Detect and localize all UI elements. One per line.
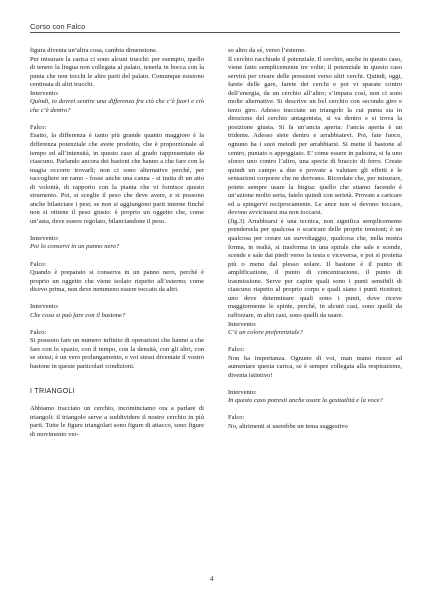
- speaker-label: Falco:: [228, 346, 245, 354]
- header-title: Corso con Falco: [30, 22, 86, 31]
- right-column: [228, 47, 402, 440]
- speaker-label: Intervento:: [30, 89, 59, 97]
- dialogue-block: [30, 124, 204, 227]
- section-title: I TRIANGOLI: [30, 387, 75, 395]
- answer-text: Non ha importanza. Ognuno di voi, man mano riesce ad aumentare questa carica, se è sempre collegata alla respirazione, diventa istintivo!: [228, 354, 402, 379]
- dialogue-block: [30, 261, 204, 295]
- left-column: [30, 47, 204, 439]
- dialogue-block: [228, 346, 402, 380]
- dialogue-block: [30, 90, 204, 116]
- dialogue-block: [30, 303, 204, 320]
- question-text: Quindi, io dovrei sentire una differenza fra ciò che c’è fuori e ciò che c’è dentro?: [30, 98, 204, 114]
- page-number: 4: [210, 575, 214, 583]
- answer-text: No, altrimenti si userebbe un tema suggestivo: [228, 422, 348, 430]
- paragraph: figura diventa un’altra cosa, cambia dimensione.: [30, 47, 158, 54]
- dialogue-block: [228, 321, 402, 338]
- question-text: Poi lo conservi in un panno nero?: [30, 243, 120, 251]
- paragraph: Per misurare la carica ci sono alcuni trucchi: per esempio, quello di tenere la lingua non collegata al palato, tenerla in bocca con la punta che non tocchi le altre parti del palato. Comunque esistono centinaia di altri trucchi.: [30, 55, 204, 89]
- dialogue-block: [30, 329, 204, 372]
- speaker-label: Intervento:: [30, 303, 59, 311]
- speaker-label: Intervento:: [228, 388, 257, 396]
- speaker-label: Falco:: [228, 414, 245, 422]
- paragraph: Abbiamo tracciato un cerchio, incominciamo ora a parlare di triangoli: il triangolo serve a suddividere il nostro cerchio in più parti. Tutte le figure triangolari sono figure di attacco, sono figure di movimento ver-: [30, 405, 204, 438]
- dialogue-block: [228, 389, 402, 406]
- answer-text: Quando è preparato si conserva in un panno nero, perché è proprio un oggetto che viene isolato rispetto all’esterno; come dicevo prima, non deve nemmeno essere toccato da altri.: [30, 269, 204, 294]
- paragraph: (fig.3) Arrabbiarsi è una tecnica, non significa semplicemente prendersela per qualcosa o scaricare delle proprie tensioni; è un qualcosa per creare un survoltaggio, qualcosa che, nella nostra forma, in realtà, si trasforma in una spirale che sale e scende, scende e sale dai piedi verso la testa e viceversa, e poi si proietta più o meno dal plesso solare. Il bastone è il punto di amplificazione, il punto di concentrazione, il punto di trasmissione. Serve per capire quali sono i punti sensibili di ciascuno rispetto al proprio corpo e quali siano i punti ricettori; uno deve determinare quali sono i punti, dove riceve maggiormente le spinte, perché, in alcuni casi, sono quelli da rafforzare, in altri casi, sono quelli da usare.: [228, 217, 402, 319]
- question-text: C’è un colore preferenziale?: [228, 329, 303, 337]
- dialogue-block: [228, 414, 402, 431]
- question-text: Che cosa si può fare con il bastone?: [30, 311, 126, 319]
- speaker-label: Intervento:: [228, 320, 257, 328]
- speaker-label: Falco:: [30, 123, 47, 131]
- dialogue-block: [30, 235, 204, 252]
- answer-text: Si possono fare un numero infinito di operazioni che hanno a che fare con lo spazio, con il tempo, con la densità, con gli altri, con se stessi; è un vero prolungamento, e voi stessi diventate il vostro bastone in queste particolari condizioni.: [30, 337, 204, 370]
- speaker-label: Intervento:: [30, 234, 59, 242]
- paragraph: so altro da sé, verso l’esterno.: [228, 47, 306, 54]
- answer-text: Esatto, la differenza è tanto più grande quanto maggiore è la differenza potenziale che avete prodotto, che è proporzionale al tempo ed all’intensità, in questo caso al grado rappresentato da ciascuno. Parlando ancora dei bastoni che hanno a che fare con la magia occorre trovarli; non ci sono alternative perché, per raccogliere un ramo - fosse anche una canna - si tratta di un atto di volontà, di rapporto con la pianta che vi fornisce questo strumento. Poi, si sceglie il peso che deve avere, e si possono anche bilanciare i pesi; se non si aggiungono parti interne finché non si ottiene il peso giusto: è proprio un oggetto che, come un’asta, deve essere regolato, bilanciandone il peso.: [30, 132, 204, 225]
- speaker-label: Falco:: [30, 328, 47, 336]
- paragraph: Il cerchio racchiude il potenziale. Il cerchio, anche in questo caso, viene fatto semplicemente tre volte; il potenziale in questo caso servirà per creare delle pressioni verso altri cerchi. Quindi, oggi, farete delle gare, farete dei cerchi e poi vi sparate contro dell’energia, da un cerchio all’altro; s’impara così, non ci sono molte alternative. Si descrive un bel cerchio con secondo giro e terzo giro. Adesso tracciate un triangolo la cui punta sia in direzione del cerchio antagonista, si va dentro e si trova la posizione giusta. Si fa un’ancia aperta: l’ancia aperta è un tridente. Adesso siete dentro e arrabbiatevi. Poi, fate fuoco, ognuno ha i suoi metodi per arrabbiarsi. Si mette il bastone al centro, puntato o appoggiato. E’ come essere in palestra, si fa uno sforzo uno contro l’altro, una specie di braccio di ferro. Create quindi un campo a due e provate a valutare gli effetti e le sensazioni corporee che ne derivano. Ricordate che, per misurare, potete sempre usare la lingua: quello che stiamo facendo è un’azione molto seria, fatelo quindi con serietà. Provate a caricare ed a spingervi reciprocamente. Le ance non si devono toccare, devono avvicinarsi ma non toccarsi.: [228, 55, 402, 217]
- running-header: [30, 22, 400, 33]
- question-text: In questo caso potresti anche usare la gestualità e la voce?: [228, 397, 383, 405]
- speaker-label: Falco:: [30, 260, 47, 268]
